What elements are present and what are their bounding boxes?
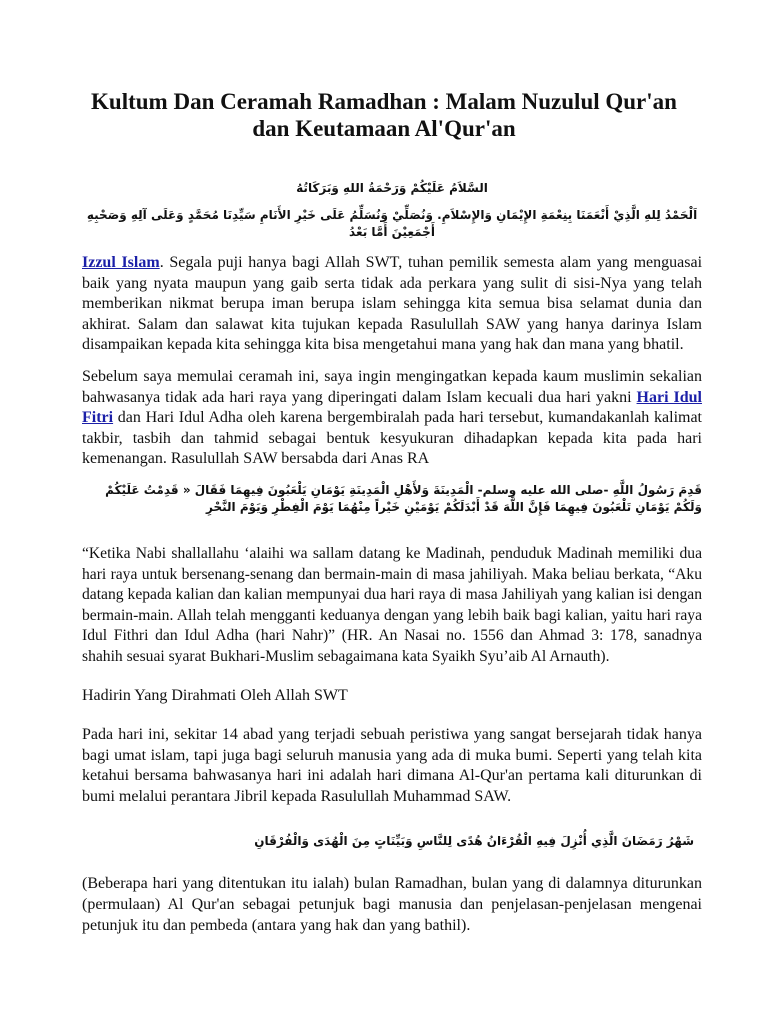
hari-raya-text-before: Sebelum saya memulai ceramah ini, saya ingin mengingatkan kepada kaum muslimin sekalian bahwasanya tidak ada hari raya yang diperingati dalam Islam kecuali dua hari yakni — [82, 367, 702, 406]
paragraph-hadith-translation: “Ketika Nabi shallallahu ‘alaihi wa sallam datang ke Madinah, penduduk Madinah memiliki dua hari raya untuk bersenang-senang dan bermain-main di masa jahiliyah. Maka beliau berkata, “Aku datang kepada kalian dan kalian mempunyai dua hari raya di masa Jahiliyah yang kalian isi dengan bermain-main. Allah telah mengganti keduanya dengan yang lebih baik bagi kalian, yaitu hari raya Idul Fithri dan Idul Adha (hari Nahr)” (HR. An Nasai no. 1556 dan Ahmad 3: 178, sanadnya shahih sesuai syarat Bukhari-Muslim sebagaimana kata Syaikh Syu’aib Al Arnauth). — [82, 544, 702, 665]
hari-raya-text-after: dan Hari Idul Adha oleh karena bergembiralah pada hari tersebut, kumandakanlah kalimat takbir, tasbih dan tahmid sebagai bentuk kesyukuran dihadapkan kepada kita pada hari kemenangan. Rasulullah SAW bersabda dari Anas RA — [82, 409, 702, 468]
izzul-islam-link[interactable]: Izzul Islam — [82, 254, 160, 271]
paragraph-verse-translation: (Beberapa hari yang ditentukan itu ialah) bulan Ramadhan, bulan yang di dalamnya diturunkan (permulaan) Al Qur'an sebagai petunjuk bagi manusia dan penjelasan-penjelasan mengenai petunjuk itu dan pembeda (antara yang hak dan yang bathil). — [82, 875, 702, 934]
paragraph-hadirin: Hadirin Yang Dirahmati Oleh Allah SWT — [82, 686, 348, 704]
intro-text: . Segala puji hanya bagi Allah SWT, tuhan pemilik semesta alam yang menguasai baik yang nyata maupun yang gaib serta tidak ada perkara yang sulit di sisi-Nya yang telah memberikan nikmat berupa iman berupa islam sehingga kita semua bisa selamat dunia dan akhirat. Salam dan salawat kita tujukan kepada Rasulullah SAW yang hanya darinya Islam disampaikan kepada kita sehingga kita bisa mengetahui mana yang hak dan mana yang bhatil. — [82, 254, 703, 354]
hari-idul-fitri-link[interactable]: Hari Idul Fitri — [82, 388, 703, 427]
arabic-verse: شَهْرُ رَمَضَانَ الَّذِي أُنْزِلَ فِيهِ الْقُرْءَانُ هُدًى لِلنَّاسِ وَبَيِّنَاتٍ مِنَ الْهُدَى وَالْفُرْقَانِ — [254, 834, 694, 849]
page-title: Kultum Dan Ceramah Ramadhan : Malam Nuzulul Qur'an dan Keutamaan Al'Qur'an — [91, 89, 677, 141]
paragraph-intro — [82, 253, 702, 356]
paragraph-hari-raya — [82, 367, 702, 470]
paragraph-nuzulul-quran: Pada hari ini, sekitar 14 abad yang terjadi sebuah peristiwa yang sangat bersejarah tidak hanya bagi umat islam, tapi juga bagi seluruh manusia yang ada di muka bumi. Seperti yang telah kita ketahui bersama bahwasanya hari ini adalah hari dimana Al-Qur'an pertama kali diturunkan di bumi melalui perantara Jibril kepada Rasulullah Muhammad SAW. — [82, 726, 702, 805]
arabic-hadith: قَدِمَ رَسُولُ اللَّهِ -صلى الله عليه وسلم- الْمَدِينَةَ وَلأَهْلِ الْمَدِينَةِ يَوْمَانِ يَلْعَبُونَ فِيهِمَا فَقَالَ « قَدِمْتُ عَلَيْكُمْ وَلَكُمْ يَوْمَانِ تَلْعَبُونَ فِيهِمَا فَإِنَّ اللَّهَ قَدْ أَبْدَلَكُمْ يَوْمَيْنِ خَيْراً مِنْهُمَا يَوْمَ الْفِطْرِ وَيَوْمَ النَّحْرِ — [105, 482, 702, 514]
arabic-greeting: السَّلاَمُ عَلَيْكُمْ وَرَحْمَةُ اللهِ وَبَرَكَاتُهُ — [296, 181, 488, 195]
arabic-opening: اَلْحَمْدُ لِلهِ الَّذِيْ أَنْعَمَنَا بِنِعْمَةِ الإِيْمَانِ وَالإِسْلاَمِ. وَنُصَلِّيْ وَنُسَلِّمُ عَلَى خَيْرِ الأَنَامِ سَيِّدِنَا مُحَمَّدٍ وَعَلَى آلِهِ وَصَحْبِهِ أَجْمَعِيْنَ أَمَّا بَعْدُ — [86, 208, 698, 239]
